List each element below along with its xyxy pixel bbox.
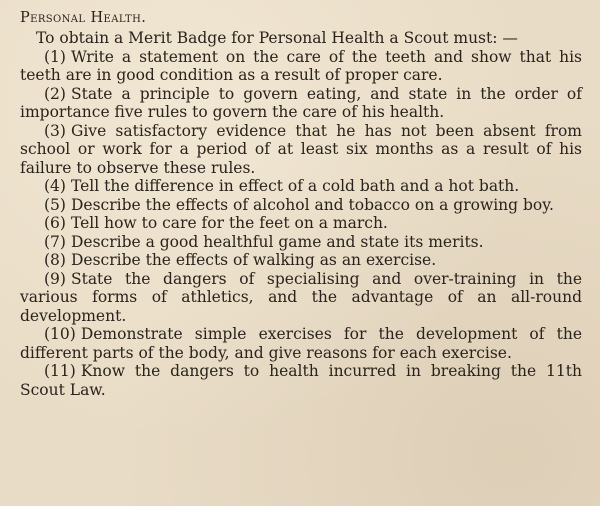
requirement-item-3 [20, 122, 582, 178]
item-number: (7) [44, 232, 66, 251]
item-number: (4) [44, 177, 66, 195]
item-text: Know the dangers to health incurred in breaking the 11th Scout Law. [20, 362, 582, 399]
item-number: (11) [44, 362, 76, 380]
requirement-item-1 [20, 48, 582, 85]
requirement-item-9 [20, 270, 582, 326]
item-text: Write a statement on the care of the teeth and show that his teeth are in good condition as a result of proper care. [20, 47, 582, 84]
item-number: (6) [44, 214, 66, 232]
item-number: (1) [44, 47, 66, 66]
intro-paragraph: To obtain a Merit Badge for Personal Health a Scout must: — [36, 29, 518, 47]
requirement-item-11 [20, 362, 582, 399]
requirement-item-4 [20, 177, 582, 196]
item-text: Describe the effects of walking as an exercise. [70, 251, 437, 269]
item-number: (5) [44, 195, 66, 214]
item-text: State a principle to govern eating, and state in the order of importance five rules to govern the care of his health. [20, 84, 582, 121]
item-number: (3) [44, 121, 66, 140]
requirement-item-6 [20, 214, 582, 233]
item-number: (10) [44, 325, 76, 343]
section-heading: Personal Health. [20, 10, 147, 26]
item-text: Tell the difference in effect of a cold bath and a hot bath. [70, 177, 520, 195]
item-text: State the dangers of specialising and over-training in the various forms of athletics, and the advantage of an all-round development. [20, 269, 582, 325]
item-number: (2) [44, 84, 66, 103]
requirement-item-10 [20, 325, 582, 362]
item-text: Demonstrate simple exercises for the development of the different parts of the body, and give reasons for each exercise. [20, 325, 582, 362]
item-text: Describe a good healthful game and state its merits. [70, 232, 484, 251]
item-text: Tell how to care for the feet on a march. [70, 214, 388, 232]
requirement-item-7 [20, 233, 582, 252]
requirement-item-2 [20, 85, 582, 122]
requirement-item-8 [20, 251, 582, 270]
item-number: (9) [44, 269, 66, 288]
item-text: Describe the effects of alcohol and tobacco on a growing boy. [70, 195, 554, 214]
item-number: (8) [44, 251, 66, 269]
requirement-item-5 [20, 196, 582, 215]
item-text: Give satisfactory evidence that he has not been absent from school or work for a period of at least six months as a result of his failure to observe these rules. [20, 121, 582, 177]
